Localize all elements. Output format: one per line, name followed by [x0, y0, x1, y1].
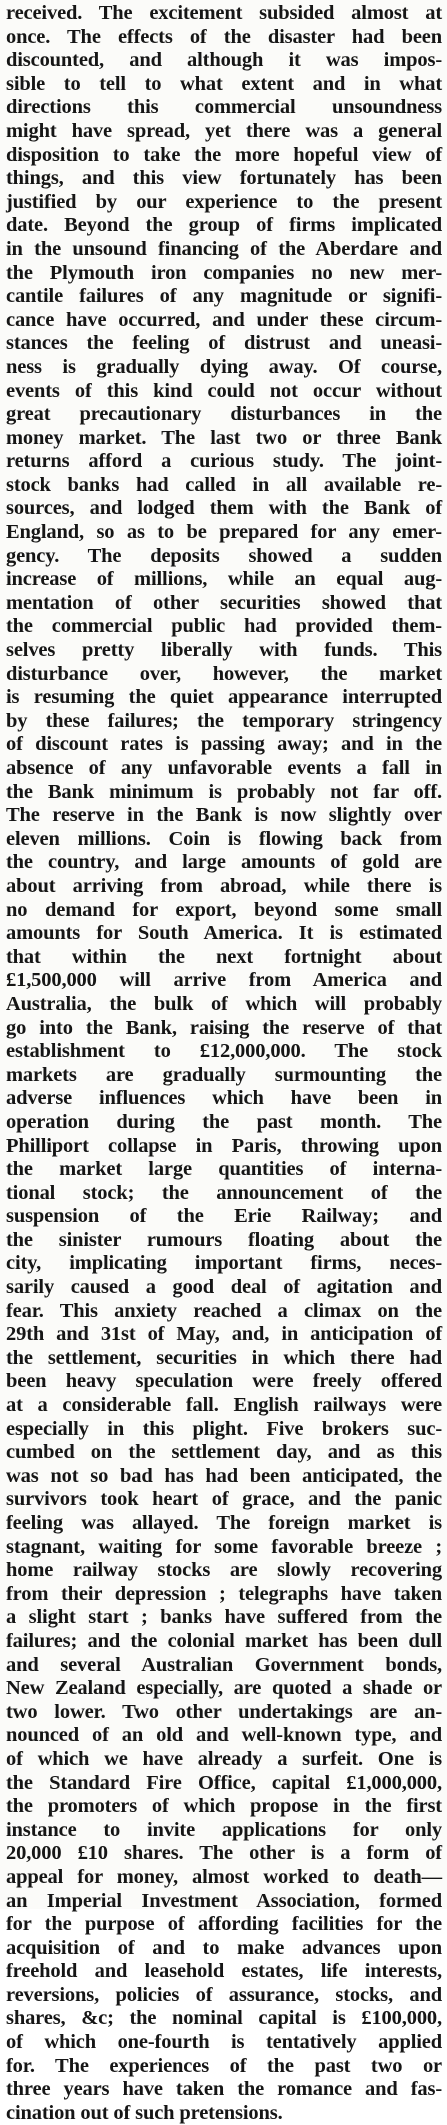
article-line: justified by our experience to the present	[6, 190, 442, 213]
article-line: fear. This anxiety reached a climax on the	[6, 1299, 442, 1322]
article-line: England, so as to be prepared for any emer-	[6, 521, 442, 544]
article-line: disposition to take the more hopeful view of	[6, 143, 442, 166]
article-line: an Imperial Investment Association, formed	[6, 1889, 442, 1912]
article-line: two lower. Two other undertakings are an-	[6, 1700, 442, 1723]
article-line: of which we have already a surfeit. One is	[6, 1747, 442, 1770]
article-line: about arriving from abroad, while there is	[6, 874, 442, 897]
article-line: of which one-fourth is tentatively applied	[6, 2031, 442, 2054]
article-line: freehold and leasehold estates, life interests,	[6, 1960, 442, 1983]
article-line: the settlement, securities in which there had	[6, 1346, 442, 1369]
article-line: the Bank minimum is probably not far off.	[6, 780, 442, 803]
article-line: 20,000 £10 shares. The other is a form of	[6, 1842, 442, 1865]
article-line: the sinister rumours floating about the	[6, 1228, 442, 1251]
article-line: is resuming the quiet appearance interrupted	[6, 686, 442, 709]
article-line: nounced of an old and well-known type, and	[6, 1724, 442, 1747]
article-line: selves pretty liberally with funds. This	[6, 639, 442, 662]
article-line: especially in this plight. Five brokers suc-	[6, 1417, 442, 1440]
article-line: discounted, and although it was impos-	[6, 49, 442, 72]
article-line: sible to tell to what extent and in what	[6, 72, 442, 95]
article-line: the Standard Fire Office, capital £1,000,000,	[6, 1771, 442, 1794]
article-line: disturbance over, however, the market	[6, 662, 442, 685]
article-line: failures; and the colonial market has been dull	[6, 1629, 442, 1652]
article-line: go into the Bank, raising the reserve of that	[6, 1016, 442, 1039]
article-line: the promoters of which propose in the first	[6, 1795, 442, 1818]
article-line: the country, and large amounts of gold are	[6, 851, 442, 874]
article-line: returns afford a curious study. The joint-	[6, 450, 442, 473]
article-line: mentation of other securities showed that	[6, 591, 442, 614]
article-line: markets are gradually surmounting the	[6, 1063, 442, 1086]
article-line: appeal for money, almost worked to death—	[6, 1865, 442, 1888]
article-line: survivors took heart of grace, and the panic	[6, 1488, 442, 1511]
article-line: been heavy speculation were freely offered	[6, 1370, 442, 1393]
article-line: that within the next fortnight about	[6, 945, 442, 968]
article-line: feeling was allayed. The foreign market is	[6, 1512, 442, 1534]
article-line: at a considerable fall. English railways were	[6, 1394, 442, 1417]
article-line: tional stock; the announcement of the	[6, 1181, 442, 1204]
article-line: establishment to £12,000,000. The stock	[6, 1040, 442, 1063]
article-line: for the purpose of affording facilities for the	[6, 1913, 442, 1936]
article-line: cination out of such pretensions.	[6, 2101, 283, 2124]
article-line: received. The excitement subsided almost at	[6, 2, 442, 24]
article-line: once. The effects of the disaster had been	[6, 25, 442, 48]
article-line: date. Beyond the group of firms implicated	[6, 214, 442, 237]
article-line: for. The experiences of the past two or	[6, 2054, 442, 2077]
article-line: shares, &c; the nominal capital is £100,000,	[6, 2007, 442, 2030]
article-line: increase of millions, while an equal aug-	[6, 568, 442, 591]
article-line: stock banks had called in all available re-	[6, 473, 442, 496]
article-line: amounts for South America. It is estimated	[6, 922, 442, 945]
article-line: things, and this view fortunately has been	[6, 167, 442, 190]
article-line: instance to invite applications for only	[6, 1818, 442, 1841]
article-line: money market. The last two or three Bank	[6, 426, 442, 449]
article-line: acquisition of and to make advances upon	[6, 1936, 442, 1959]
article-line: by these failures; the temporary stringency	[6, 709, 442, 732]
article-line: from their depression ; telegraphs have taken	[6, 1582, 442, 1605]
article-line: events of this kind could not occur without	[6, 379, 442, 402]
article-line: cantile failures of any magnitude or signifi-	[6, 285, 442, 308]
article-line: ness is gradually dying away. Of course,	[6, 355, 442, 378]
article-line: gency. The deposits showed a sudden	[6, 544, 442, 567]
article-line: directions this commercial unsoundness	[6, 96, 442, 119]
article-line: the market large quantities of interna-	[6, 1158, 442, 1181]
article-line: The reserve in the Bank is now slightly over	[6, 804, 442, 827]
article-line: reversions, policies of assurance, stocks, and	[6, 1983, 442, 2006]
article-line: no demand for export, beyond some small	[6, 898, 442, 921]
article-line: cance have occurred, and under these circum-	[6, 308, 442, 331]
article-line: suspension of the Erie Railway; and	[6, 1205, 442, 1228]
article-line: was not so bad has had been anticipated, the	[6, 1464, 442, 1487]
article-line: sources, and lodged them with the Bank of	[6, 497, 442, 520]
article-body	[6, 2, 442, 2125]
article-line: the commercial public had provided them-	[6, 615, 442, 638]
article-line: Australia, the bulk of which will probably	[6, 992, 442, 1015]
article-line: great precautionary disturbances in the	[6, 403, 442, 426]
article-line: a slight start ; banks have suffered from the	[6, 1606, 442, 1629]
article-line: cumbed on the settlement day, and as this	[6, 1441, 442, 1464]
article-line: city, implicating important firms, neces-	[6, 1252, 442, 1275]
article-line: three years have taken the romance and fas-	[6, 2078, 442, 2101]
article-line: Philliport collapse in Paris, throwing upon	[6, 1134, 442, 1157]
article-line: stances the feeling of distrust and uneasi-	[6, 332, 442, 355]
article-line: the Plymouth iron companies no new mer-	[6, 261, 442, 284]
article-line: and several Australian Government bonds,	[6, 1653, 442, 1676]
article-line: adverse influences which have been in	[6, 1087, 442, 1110]
article-line: £1,500,000 will arrive from America and	[6, 969, 442, 992]
article-line: stagnant, waiting for some favorable breeze ;	[6, 1535, 442, 1558]
article-line: of discount rates is passing away; and in the	[6, 733, 442, 756]
article-line: eleven millions. Coin is flowing back from	[6, 827, 442, 850]
article-line: operation during the past month. The	[6, 1110, 442, 1133]
article-line: 29th and 31st of May, and, in anticipation of	[6, 1323, 442, 1346]
article-line: in the unsound financing of the Aberdare and	[6, 237, 442, 260]
article-line: home railway stocks are slowly recovering	[6, 1559, 442, 1582]
article-line: sarily caused a good deal of agitation and	[6, 1276, 442, 1299]
article-line: might have spread, yet there was a general	[6, 119, 442, 142]
article-line: New Zealand especially, are quoted a shade or	[6, 1677, 442, 1700]
article-line: absence of any unfavorable events a fall in	[6, 757, 442, 779]
